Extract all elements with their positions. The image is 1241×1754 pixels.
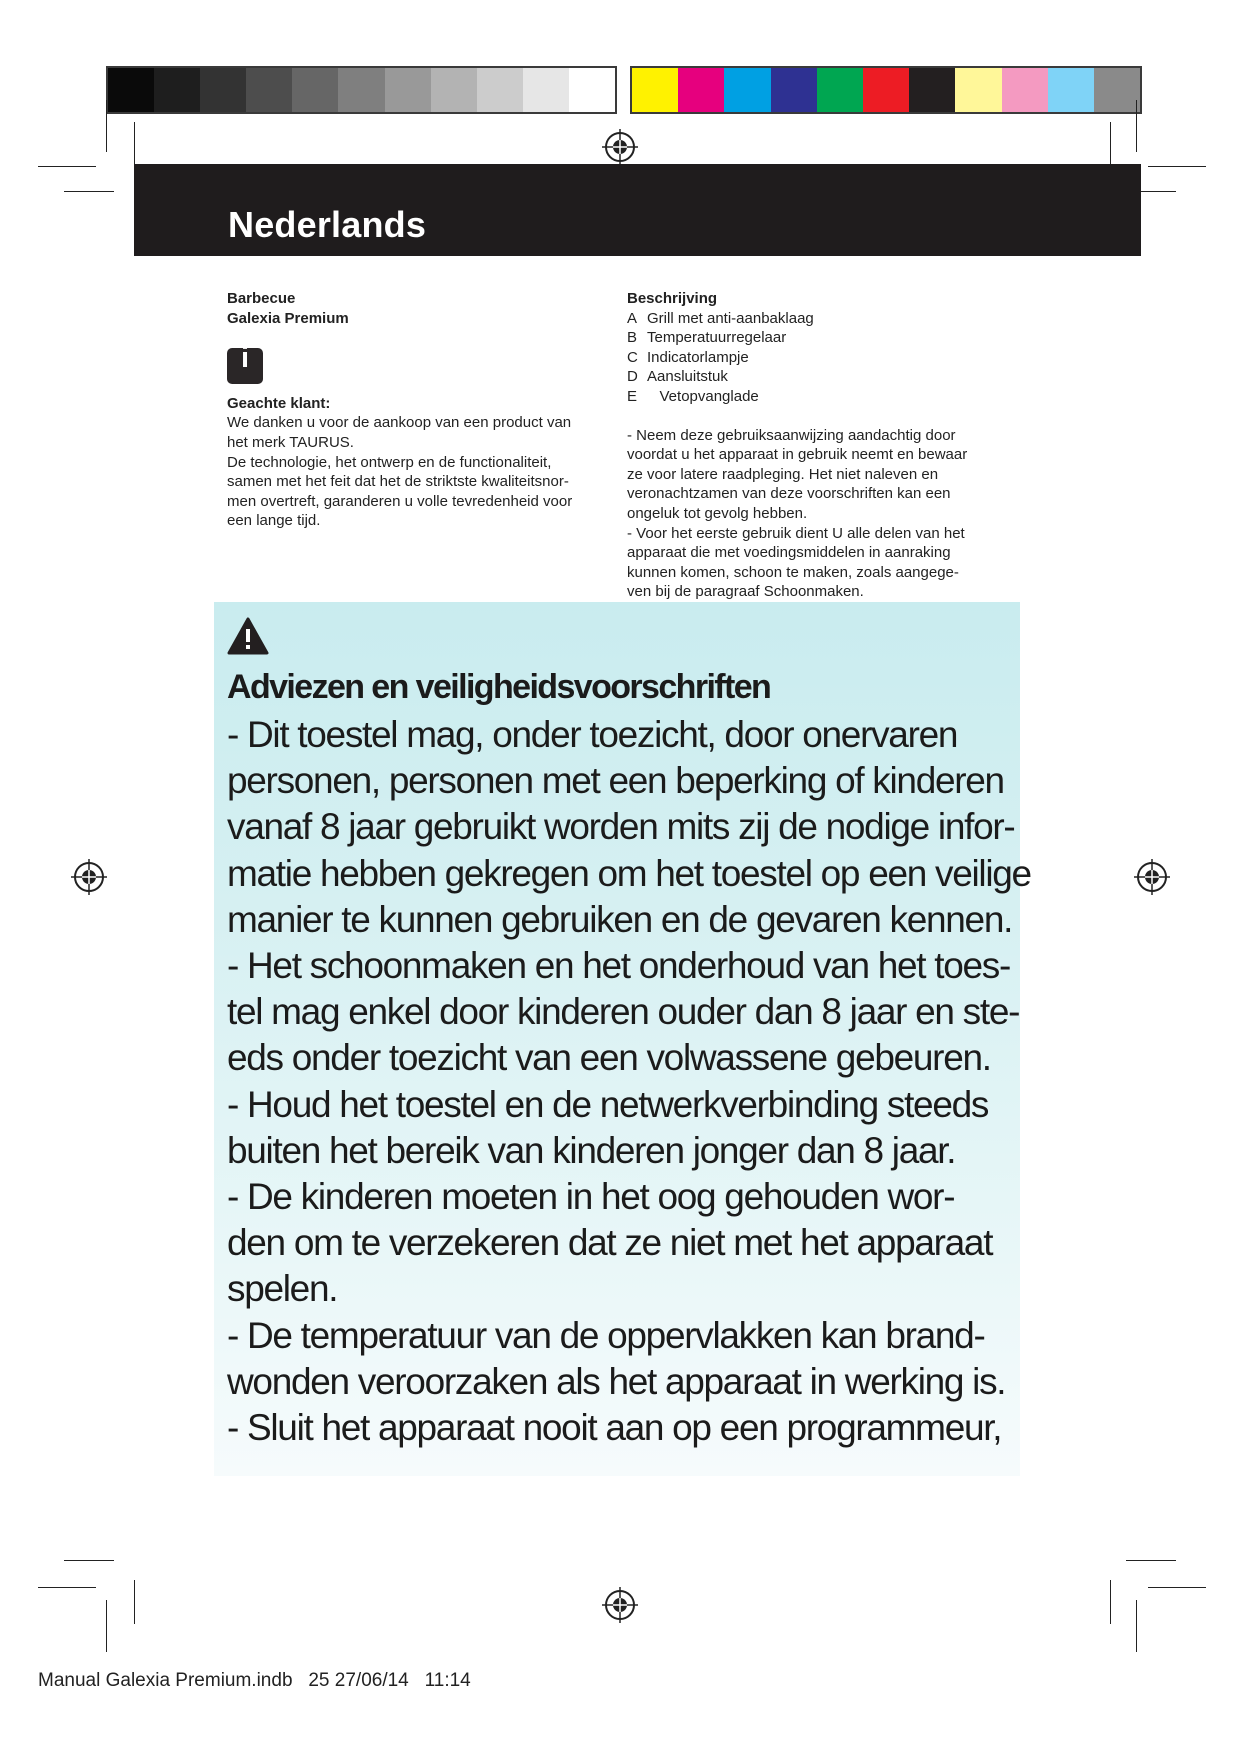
safety-text-line: matie hebben gekregen om het toestel op een veilige xyxy=(227,852,1031,894)
registration-mark-icon xyxy=(600,127,640,167)
usage-note-line: kunnen komen, schoon te maken, zoals aangege- xyxy=(627,563,959,581)
safety-text xyxy=(227,712,1037,1451)
part-key: D xyxy=(627,368,638,386)
slug-date: 27/06/14 xyxy=(334,1670,409,1691)
intro-column xyxy=(227,289,607,531)
color-calibration-bar xyxy=(630,66,1142,114)
intro-text-line: het merk TAURUS. xyxy=(227,433,354,451)
usage-notes xyxy=(627,426,1007,602)
crop-mark xyxy=(1136,1600,1137,1652)
description-column xyxy=(627,289,1007,602)
safety-title: Adviezen en veiligheidsvoorschriften xyxy=(227,668,771,706)
gray-swatch xyxy=(108,68,154,112)
crop-mark xyxy=(1110,122,1111,170)
color-swatch xyxy=(955,68,1001,112)
gray-swatch xyxy=(385,68,431,112)
safety-text-line: den om te verzekeren dat ze niet met het apparaat xyxy=(227,1222,993,1264)
part-key: A xyxy=(627,309,638,327)
parts-list xyxy=(627,309,1007,407)
safety-text-line: vanaf 8 jaar gebruikt worden mits zij de nodige infor- xyxy=(227,806,1015,848)
usage-note-line: ongeluk tot gevolg hebben. xyxy=(627,504,808,522)
warning-triangle-icon xyxy=(227,617,269,655)
crop-mark xyxy=(1148,166,1206,167)
usage-note-line: veronachtzamen van deze voorschriften kan een xyxy=(627,485,951,503)
print-slug xyxy=(38,1670,471,1692)
gray-swatch xyxy=(477,68,523,112)
parts-list-item xyxy=(627,309,1007,329)
safety-text-line: eds onder toezicht van een volwassene gebeuren. xyxy=(227,1037,991,1079)
crop-mark xyxy=(1136,100,1137,152)
intro-text-line: De technologie, het ontwerp en de functionaliteit, xyxy=(227,453,552,471)
crop-mark xyxy=(64,1560,114,1561)
greeting: Geachte klant: xyxy=(227,394,331,412)
crop-mark xyxy=(38,166,96,167)
slug-page: 25 xyxy=(308,1670,330,1691)
slug-file: Manual Galexia Premium.indb xyxy=(38,1670,293,1691)
crop-mark xyxy=(134,122,135,164)
safety-text-line: - Dit toestel mag, onder toezicht, door onervaren xyxy=(227,714,958,755)
part-key: C xyxy=(627,348,638,366)
part-label: Indicatorlampje xyxy=(647,348,749,366)
crop-mark xyxy=(106,100,107,152)
part-label: Vetopvanglade xyxy=(647,387,759,405)
crop-mark xyxy=(38,1587,96,1588)
crop-mark xyxy=(64,191,114,192)
safety-text-line: - De temperatuur van de oppervlakken kan brand- xyxy=(227,1314,985,1356)
gray-swatch xyxy=(523,68,569,112)
gray-swatch xyxy=(431,68,477,112)
product-name-line1: Barbecue xyxy=(227,290,296,307)
usage-note-line: ven bij de paragraaf Schoonmaken. xyxy=(627,583,864,601)
gray-swatch xyxy=(246,68,292,112)
safety-text-line: - Houd het toestel en de netwerkverbinding steeds xyxy=(227,1083,989,1125)
parts-list-item xyxy=(627,348,1007,368)
color-swatch xyxy=(771,68,817,112)
color-swatch xyxy=(1094,68,1140,112)
intro-text-line: We danken u voor de aankoop van een product van xyxy=(227,414,572,432)
part-key: E xyxy=(627,387,638,405)
gray-swatch xyxy=(338,68,384,112)
registration-mark-icon xyxy=(1132,857,1172,897)
color-swatch xyxy=(678,68,724,112)
crop-mark xyxy=(1110,1580,1111,1624)
usage-note-line: voordat u het apparaat in gebruik neemt en bewaar xyxy=(627,446,968,464)
safety-text-line: buiten het bereik van kinderen jonger dan 8 jaar. xyxy=(227,1129,956,1171)
crop-mark xyxy=(106,1600,107,1652)
part-key: B xyxy=(627,329,638,347)
safety-text-line: manier te kunnen gebruiken en de gevaren kennen. xyxy=(227,898,1013,940)
gray-swatch xyxy=(569,68,615,112)
safety-text-line: wonden veroorzaken als het apparaat in werking is. xyxy=(227,1360,1006,1402)
gray-swatch xyxy=(200,68,246,112)
usage-note-line: apparaat die met voedingsmiddelen in aanraking xyxy=(627,544,951,562)
usage-note-line: - Voor het eerste gebruik dient U alle delen van het xyxy=(627,524,965,542)
page-title: Nederlands xyxy=(228,204,427,245)
intro-text xyxy=(227,413,607,531)
color-swatch xyxy=(1002,68,1048,112)
color-swatch xyxy=(724,68,770,112)
slug-time: 11:14 xyxy=(424,1670,471,1691)
usage-note-line: ze voor latere raadpleging. Het niet naleven en xyxy=(627,465,939,483)
part-label: Aansluitstuk xyxy=(647,368,728,386)
color-swatch xyxy=(863,68,909,112)
intro-text-line: samen met het feit dat het de striktste kwaliteitsnor- xyxy=(227,473,569,491)
parts-list-item xyxy=(627,328,1007,348)
usage-note-line: - Neem deze gebruiksaanwijzing aandachtig door xyxy=(627,426,956,444)
info-icon: i xyxy=(227,348,263,384)
intro-text-line: men overtreft, garanderen u volle tevredenheid voor xyxy=(227,492,573,510)
part-label: Temperatuurregelaar xyxy=(647,329,787,347)
registration-mark-icon xyxy=(69,857,109,897)
safety-text-line: spelen. xyxy=(227,1268,338,1310)
safety-text-line: - Sluit het apparaat nooit aan op een programmeur, xyxy=(227,1407,1002,1449)
part-label: Grill met anti-aanbaklaag xyxy=(647,309,814,327)
grayscale-calibration-bar xyxy=(106,66,617,114)
crop-mark xyxy=(134,1580,135,1624)
color-swatch xyxy=(632,68,678,112)
intro-text-line: een lange tijd. xyxy=(227,512,321,530)
safety-text-line: personen, personen met een beperking of kinderen xyxy=(227,760,1004,802)
description-heading: Beschrijving xyxy=(627,290,718,307)
crop-mark xyxy=(1148,1587,1206,1588)
parts-list-item xyxy=(627,367,1007,387)
registration-mark-icon xyxy=(600,1585,640,1625)
color-swatch xyxy=(909,68,955,112)
parts-list-item xyxy=(627,387,1007,407)
crop-mark xyxy=(1126,1560,1176,1561)
safety-text-line: tel mag enkel door kinderen ouder dan 8 jaar en ste- xyxy=(227,991,1020,1033)
safety-text-line: - Het schoonmaken en het onderhoud van het toes- xyxy=(227,945,1010,987)
product-name-line2: Galexia Premium xyxy=(227,309,349,327)
gray-swatch xyxy=(292,68,338,112)
color-swatch xyxy=(1048,68,1094,112)
gray-swatch xyxy=(154,68,200,112)
color-swatch xyxy=(817,68,863,112)
safety-text-line: - De kinderen moeten in het oog gehouden wor- xyxy=(227,1176,955,1218)
